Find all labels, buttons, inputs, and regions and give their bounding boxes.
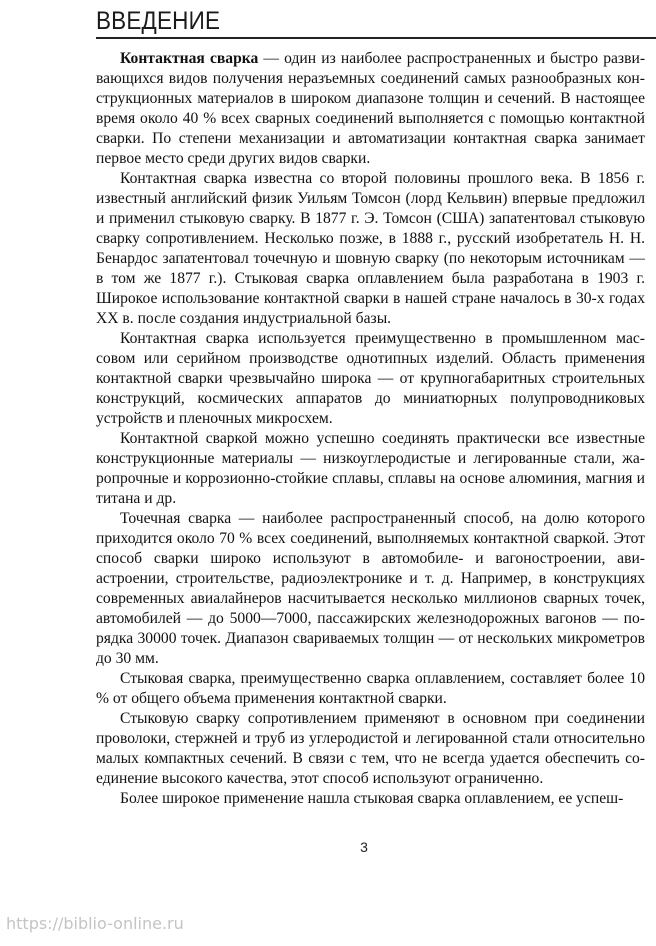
lead-term: Контактная сварка: [120, 50, 259, 67]
page-number: 3: [360, 839, 368, 855]
paragraph-3: Контактная сварка используется преимущественно в промышленном массовом или серийном производстве однотипных изделий. Область применения контактной сварки чрезвычайно широка — от крупногабаритных строительных конструкций, космических аппаратов до миниатюрных полупроводниковых устройств и пленочных микросхем.: [96, 330, 645, 427]
body-text: [96, 49, 645, 809]
paragraph-7: Стыковую сварку сопротивлением применяют в основном при соединении проволоки, стержней и труб из углеродистой и легированной стали относительно малых компактных сечений. В связи с тем, что не всегда удается обеспечить соединение высокого качества, этот способ используют ограниченно.: [96, 710, 645, 787]
paragraph-8: Более широкое применение нашла стыковая сварка оплавлением, ее успеш-: [120, 790, 624, 807]
paragraph-6: Стыковая сварка, преимущественно сварка оплавлением, составляет более 10 % от общего объема применения контактной сварки.: [96, 670, 645, 707]
source-watermark: https://biblio-online.ru: [6, 914, 184, 933]
paragraph-4: Контактной сваркой можно успешно соединять практически все известные конструкционные материалы — низкоуглеродистые и легированные стали, жаропрочные и коррозионно-стойкие сплавы, сплавы на основе алюминия, магния и титана и др.: [96, 430, 645, 507]
paragraph-2: Контактная сварка известна со второй половины прошлого века. В 1856 г. известный английский физик Уильям Томсон (лорд Кельвин) впервые предложил и применил стыковую сварку. В 1877 г. Э. Томсон (США) запатентовал стыковую сварку сопротивлением. Несколько позже, в 1888 г., русский изобретатель Н. Н. Бенардос запатентовал точечную и шовную сварку (по некоторым источникам — в том же 1877 г.). Стыковая сварка оплавлением была разработана в 1903 г. Широкое использование контактной сварки в нашей стране началось в 30-х годах XX в. после создания индустриальной базы.: [96, 170, 645, 327]
paragraph-1-text: — один из наиболее распространенных и быстро развивающихся видов получения неразъемных соединений самых разнообразных конструкционных материалов в широком диапазоне толщин и сечений. В настоящее время около 40 % всех сварных соединений выполняется с помощью контактной сварки. По степени механизации и автоматизации контактная сварка занимает первое место среди других видов сварки.: [96, 50, 646, 167]
title-underline: [96, 37, 656, 39]
paragraph-5: Точечная сварка — наиболее распространенный способ, на долю которого приходится около 70 % всех соединений, выполняемых контактной сваркой. Этот способ сварки широко используют в автомобиле- и вагоностроении, авиастроении, строительстве, радиоэлектронике и т. д. Например, в конструкциях современных авиалайнеров насчитывается несколько миллионов сварных точек, автомобилей — до 5000—7000, пассажирских железнодорожных вагонов — порядка 30000 точек. Диапазон свариваемых толщин — от нескольких микрометров до 30 мм.: [96, 510, 645, 667]
chapter-title: ВВЕДЕНИЕ: [96, 7, 221, 35]
paragraph-1: [96, 49, 645, 169]
